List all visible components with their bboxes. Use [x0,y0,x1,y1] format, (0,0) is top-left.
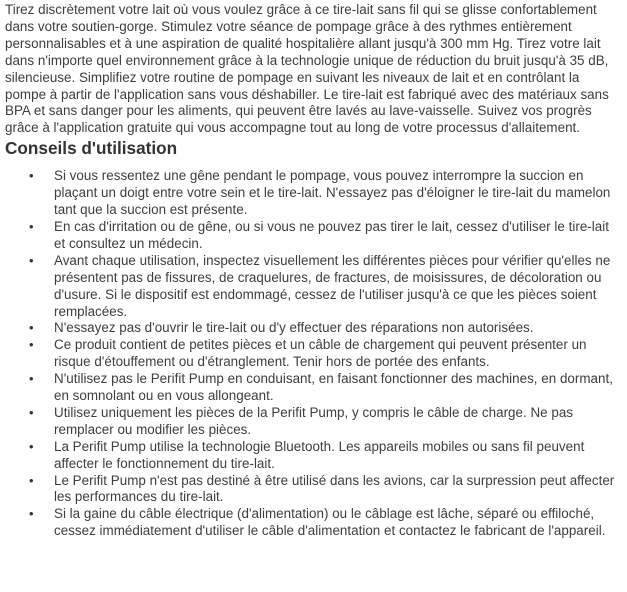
list-item [5,371,622,405]
bullet-icon: • [29,168,34,184]
list-item [5,253,622,321]
intro-paragraph: Tirez discrètement votre lait où vous voulez grâce à ce tire-lait sans fil qui se glisse confortablement dans votre soutien-gorge. Stimulez votre séance de pompage grâce à des rythmes entièrement personnalisables et à une aspiration de qualité hospitalière allant jusqu'à 300 mm Hg. Tirez votre lait dans n'importe quel environnement grâce à la technologie unique de réduction du bruit jusqu'à 35 dB, silencieuse. Simplifiez votre routine de pompage en suivant les niveaux de lait et en contrôlant la pompe à partir de l'application sans vous déshabiller. Le tire-lait est fabriqué avec des matériaux sans BPA et sans danger pour les aliments, qui peuvent être lavés au lave-vaisselle. Suivez vos progrès grâce à l'application gratuite qui vous accompagne tout au long de votre processus d'allaitement. [5,2,609,136]
list-item [5,506,622,540]
bullet-icon: • [29,371,34,387]
bullet-icon: • [29,404,34,420]
list-item [5,219,622,253]
list-item-text: Avant chaque utilisation, inspectez visuellement les différentes pièces pour vérifier qu'elles ne présentent pas de fissures, de craquelures, de fractures, de moisissures, de décoloration ou d'usure. Si le dispositif est endommagé, cessez de l'utiliser jusqu'à ce que les pièces soient remplacées. [54,252,611,319]
bullet-icon: • [29,252,34,268]
list-item [5,473,622,507]
bullet-icon: • [29,320,34,336]
list-item-text: Ce produit contient de petites pièces et un câble de chargement qui peuvent présenter un risque d'étouffement ou d'étranglement. Tenir hors de portée des enfants. [54,337,587,370]
bullet-icon: • [29,438,34,454]
list-item-text: La Perifit Pump utilise la technologie Bluetooth. Les appareils mobiles ou sans fil peuvent affecter le fonctionnement du tire-lait. [54,438,585,471]
list-item-text: N'essayez pas d'ouvrir le tire-lait ou d'y effectuer des réparations non autorisées. [54,320,534,336]
list-item [5,337,622,371]
tips-list [5,168,622,540]
list-item-text: Utilisez uniquement les pièces de la Perifit Pump, y compris le câble de charge. Ne pas remplacer ou modifier les pièces. [54,404,574,437]
list-item [5,439,622,473]
list-item-text: En cas d'irritation ou de gêne, ou si vous ne pouvez pas tirer le lait, cessez d'utiliser le tire-lait et consultez un médecin. [54,218,609,251]
list-item-text: Le Perifit Pump n'est pas destiné à être utilisé dans les avions, car la surpression peut affecter les performances du tire-lait. [54,472,615,505]
list-item [5,405,622,439]
bullet-icon: • [29,472,34,488]
bullet-icon: • [29,218,34,234]
list-item [5,320,622,337]
list-item-text: Si la gaine du câble électrique (d'alimentation) ou le câblage est lâche, séparé ou effiloché, cessez immédiatement d'utiliser le câble d'alimentation et contactez le fabricant de l'appareil. [54,506,606,539]
section-title: Conseils d'utilisation [5,138,178,159]
list-item-text: N'utilisez pas le Perifit Pump en conduisant, en faisant fonctionner des machines, en dormant, en somnolant ou en vous allongeant. [54,371,613,404]
list-item [5,168,622,219]
bullet-icon: • [29,337,34,353]
list-item-text: Si vous ressentez une gêne pendant le pompage, vous pouvez interrompre la succion en plaçant un doigt entre votre sein et le tire-lait. N'essayez pas d'éloigner le tire-lait du mamelon tant que la succion est présente. [54,168,611,218]
bullet-icon: • [29,506,34,522]
